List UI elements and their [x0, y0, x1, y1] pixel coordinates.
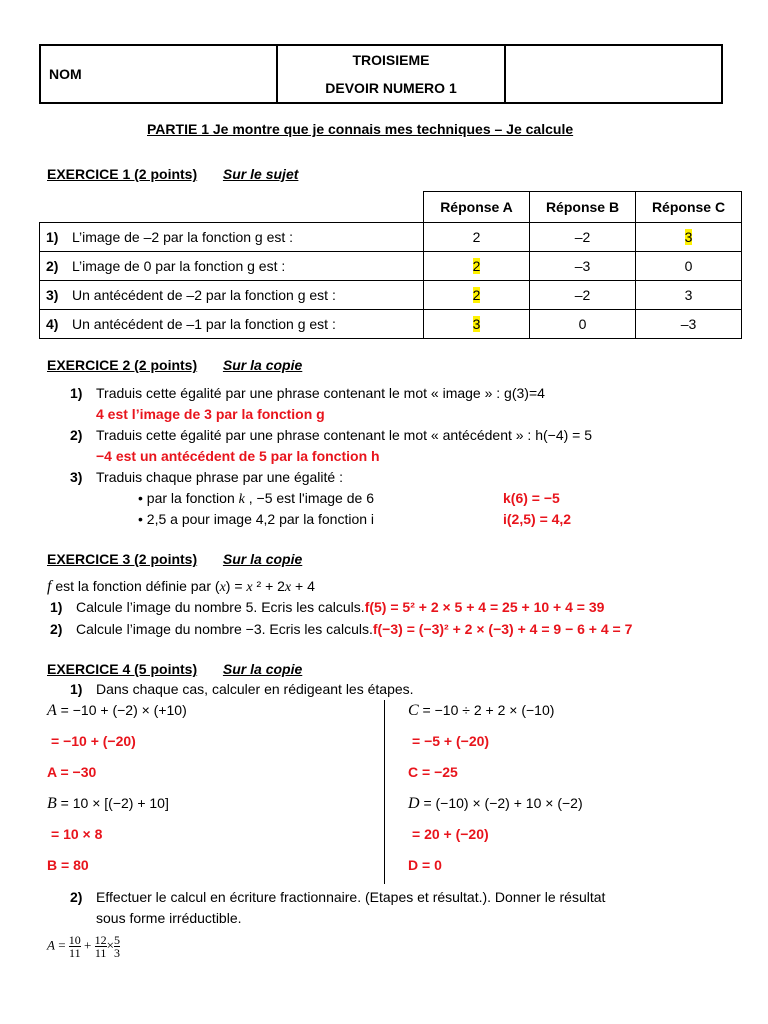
- ex1-question: Un antécédent de –2 par la fonction g est :: [72, 287, 336, 303]
- blank-cell: [505, 45, 722, 103]
- calc-c-result: C = −25: [408, 764, 458, 780]
- calc-b-result: B = 80: [47, 857, 89, 873]
- calc-d-step: = 20 + (−20): [412, 826, 489, 842]
- ex1-question: L’image de 0 par la fonction g est :: [72, 258, 286, 274]
- header-table: [39, 44, 723, 104]
- ex2-bullet1: • par la fonction k , −5 est l'image de 6: [138, 490, 374, 507]
- table-row: 4) Un antécédent de –1 par la fonction g est : 3 0 –3: [40, 310, 742, 339]
- table-row: 2) L’image de 0 par la fonction g est : 2 –3 0: [40, 252, 742, 281]
- class-title-cell: [277, 45, 505, 103]
- ex4-where: Sur la copie: [222, 661, 303, 677]
- ex2-bullet2: • 2,5 a pour image 4,2 par la fonction i: [138, 511, 375, 527]
- table-row: 1) L’image de –2 par la fonction g est : 2 –2 3: [40, 223, 742, 252]
- calc-b-expression: B = 10 × [(−2) + 10]: [47, 795, 169, 812]
- ex1-heading: [47, 166, 298, 182]
- calc-a-result: A = −30: [47, 764, 97, 780]
- ex3-a1: f(5) = 5² + 2 × 5 + 4 = 25 + 10 + 4 = 39: [364, 599, 605, 615]
- ex4-heading: [47, 661, 302, 677]
- class-level: TROISIEME: [352, 52, 430, 68]
- ex2-title: EXERCICE 2 (2 points): [47, 357, 198, 373]
- fraction-3: $\frac{5}{3}$: [113, 933, 120, 960]
- fraction-expression: A = $\frac{10}{11}$ + $\frac{12}{11}$ × $\frac{5}{3}$: [47, 933, 120, 960]
- calc-a-expression: A = −10 + (−2) × (+10): [47, 702, 187, 719]
- highlighted-answer: 2: [472, 258, 481, 274]
- ex3-heading: [47, 551, 302, 567]
- ex4-q1: 1) Dans chaque cas, calculer en rédigeant les étapes.: [70, 681, 414, 697]
- ex4-q2-cont: sous forme irréductible.: [96, 910, 242, 926]
- ex2-q2: 2) Traduis cette égalité par une phrase contenant le mot « antécédent » : h(−4) = 5: [70, 427, 593, 443]
- ex3-q1: 1) Calcule l’image du nombre 5. Ecris les calculs.f(5) = 5² + 2 × 5 + 4 = 25 + 10 + 4 = 39: [50, 599, 605, 615]
- ex2-a1: 4 est l’image de 3 par la fonction g: [96, 406, 325, 422]
- calc-d-result: D = 0: [408, 857, 442, 873]
- ex2-bullet2-answer: i(2,5) = 4,2: [503, 511, 572, 527]
- ex3-q2: 2) Calcule l’image du nombre −3. Ecris les calculs.f(−3) = (−3)² + 2 × (−3) + 4 = 9 − 6 + 4 = 7: [50, 621, 633, 637]
- ex2-q3: 3) Traduis chaque phrase par une égalité :: [70, 469, 343, 485]
- highlighted-answer: 2: [472, 287, 481, 303]
- ex4-title: EXERCICE 4 (5 points): [47, 661, 198, 677]
- ex1-col-b: Réponse B: [530, 192, 636, 223]
- ex4-q2: 2) Effectuer le calcul en écriture fractionnaire. (Etapes et résultat.). Donner le résultat: [70, 889, 606, 905]
- highlighted-answer: 3: [684, 229, 693, 245]
- calc-c-expression: C = −10 ÷ 2 + 2 × (−10): [408, 702, 555, 719]
- ex2-a2: −4 est un antécédent de 5 par la fonction h: [96, 448, 380, 464]
- ex3-title: EXERCICE 3 (2 points): [47, 551, 198, 567]
- fraction-2: $\frac{12}{11}$: [94, 933, 107, 960]
- calc-d-expression: D = (−10) × (−2) + 10 × (−2): [408, 795, 583, 812]
- fraction-1: $\frac{10}{11}$: [68, 933, 81, 960]
- ex1-question: Un antécédent de –1 par la fonction g est :: [72, 316, 336, 332]
- ex1-where: Sur le sujet: [222, 166, 299, 182]
- ex2-q1: 1) Traduis cette égalité par une phrase contenant le mot « image » : g(3)=4: [70, 385, 545, 401]
- calc-a-step: = −10 + (−20): [51, 733, 136, 749]
- ex1-table: [39, 191, 742, 339]
- partie1-title: PARTIE 1 Je montre que je connais mes techniques – Je calcule: [147, 121, 574, 137]
- ex3-where: Sur la copie: [222, 551, 303, 567]
- highlighted-answer: 3: [472, 316, 481, 332]
- ex2-where: Sur la copie: [222, 357, 303, 373]
- ex1-col-a: Réponse A: [424, 192, 530, 223]
- ex3-a2: f(−3) = (−3)² + 2 × (−3) + 4 = 9 − 6 + 4 = 7: [372, 621, 633, 637]
- ex3-definition: f est la fonction définie par (x) = x ² + 2x + 4: [47, 578, 315, 595]
- ex2-heading: [47, 357, 302, 373]
- calc-b-step: = 10 × 8: [51, 826, 103, 842]
- ex1-corner: [40, 192, 424, 223]
- calc-c-step: = −5 + (−20): [412, 733, 490, 749]
- exam-title: DEVOIR NUMERO 1: [325, 80, 457, 96]
- ex1-question: L’image de –2 par la fonction g est :: [72, 229, 294, 245]
- table-row: 3) Un antécédent de –2 par la fonction g est : 2 –2 3: [40, 281, 742, 310]
- column-divider: [384, 700, 385, 884]
- ex1-title: EXERCICE 1 (2 points): [47, 166, 198, 182]
- ex2-bullet1-answer: k(6) = −5: [503, 490, 560, 506]
- ex1-col-c: Réponse C: [636, 192, 742, 223]
- name-cell: NOM: [40, 45, 277, 103]
